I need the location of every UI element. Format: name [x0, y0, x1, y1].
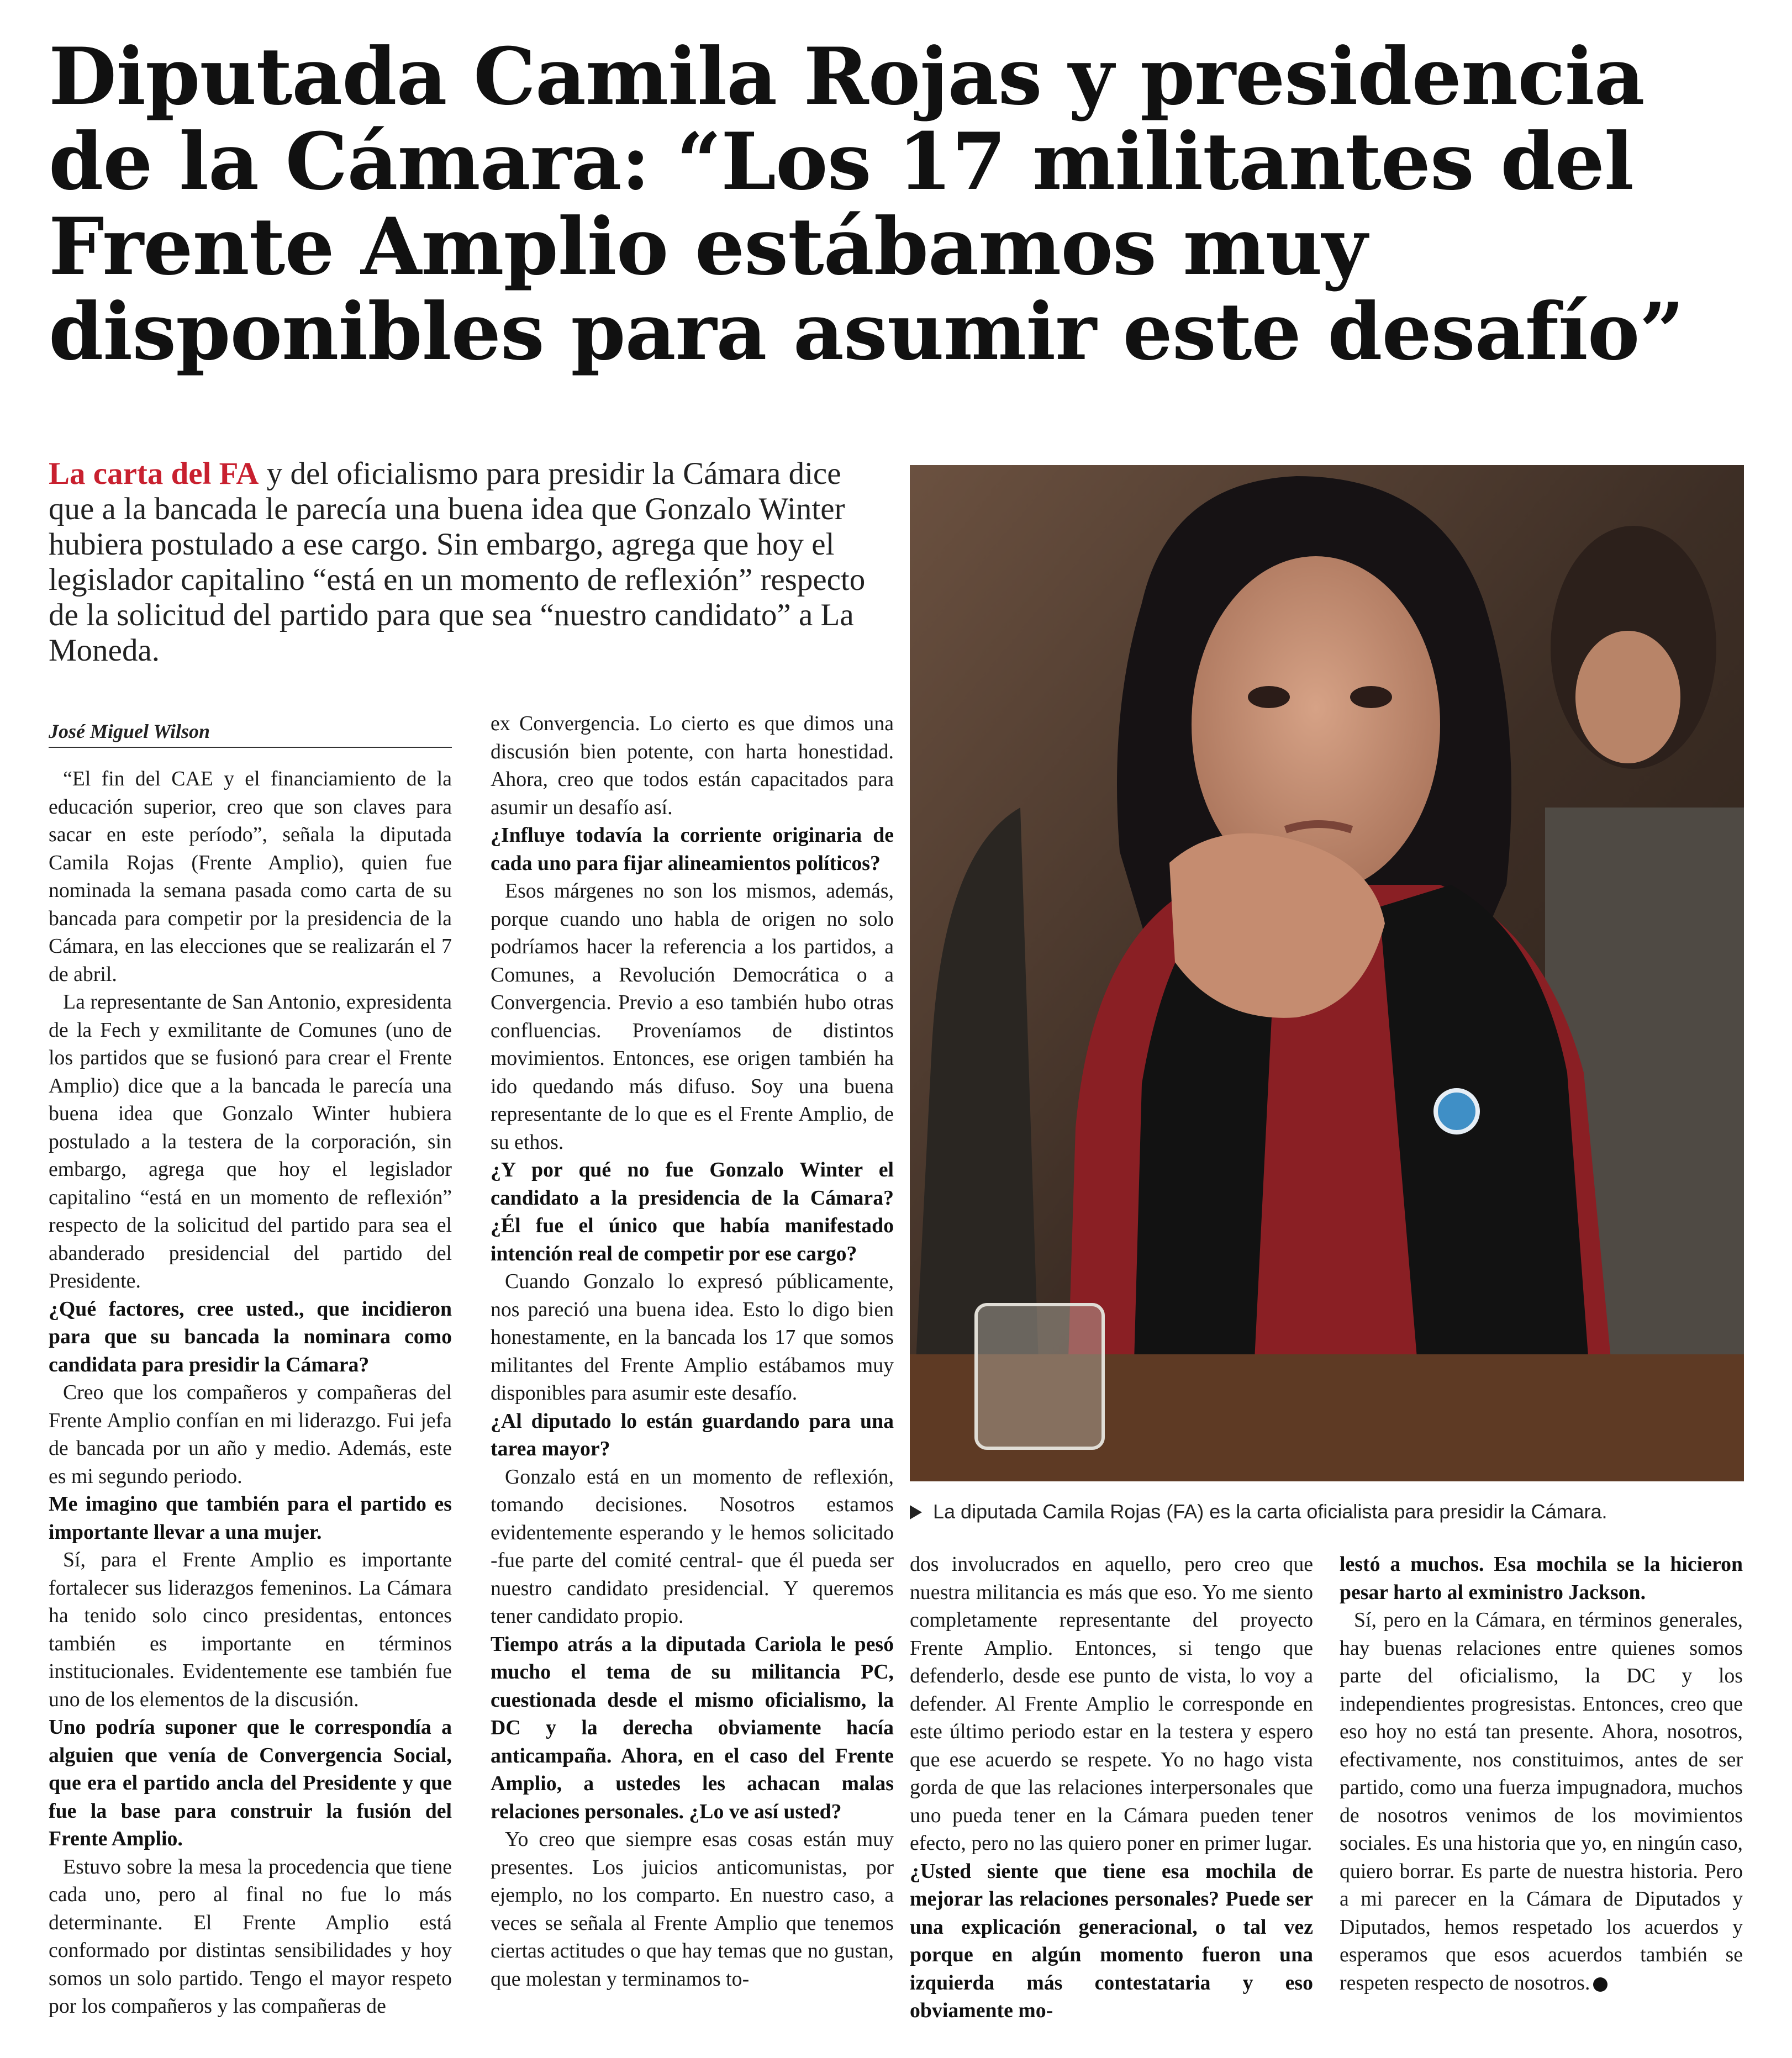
interview-question: lestó a muchos. Esa mochila se la hicieron pesar harto al exministro Jackson. [1340, 1553, 1743, 1604]
article-column-2 [491, 710, 894, 1993]
article-paragraph: Yo creo que siempre esas cosas están muy presentes. Los juicios anticomunistas, por ejemplo, no los comparto. En nuestro caso, a veces se señala al Frente Amplio que tenemos ciertas actitudes o que hay temas que no gustan, que molestan y terminamos to- [491, 1828, 894, 1991]
article-paragraph: ex Convergencia. Lo cierto es que dimos una discusión bien potente, con harta honestidad. Ahora, creo que todos están capacitados para asumir un desafío así. [491, 712, 894, 819]
deck-text: y del oficialismo para presidir la Cámara dice que a la bancada le parecía una buena idea que Gonzalo Winter hubiera postulado a ese cargo. Sin embargo, agrega que hoy el legislador capitalino “está en un momento de reflexión” respecto de la solicitud del partido para que sea “nuestro candidato” a La Moneda. [49, 456, 866, 668]
byline: José Miguel Wilson [49, 718, 452, 748]
article-paragraph: Gonzalo está en un momento de reflexión, tomando decisiones. Nosotros estamos evidentemente esperando y le hemos solicitado -fue parte del comité central- que él pueda ser nuestro candidato presidencial. Y queremos tener candidato propio. [491, 1465, 894, 1628]
deck-kicker: La carta del FA [49, 456, 259, 491]
photo-illustration [910, 465, 1744, 1481]
headline: Diputada Camila Rojas y presidencia de la Cámara: “Los 17 militantes del Frente Amplio estábamos muy disponibles para asumir este desafío” [49, 31, 1684, 378]
photo-caption [910, 1498, 1744, 1526]
article-column-3 [910, 1550, 1313, 2025]
article-column-4 [1340, 1550, 1743, 1997]
article-paragraph: “El fin del CAE y el financiamiento de la educación superior, creo que son claves para sacar en este período”, señala la diputada Camila Rojas (Frente Amplio), quien fue nominada la semana pasada como carta de su bancada para competir por la presidencia de la Cámara, en las elecciones que se realizarán el 7 de abril. [49, 767, 452, 986]
interview-question: ¿Usted siente que tiene esa mochila de mejorar las relaciones personales? Puede ser una explicación generacional, o tal vez porque en algún momento fueron una izquierda más contestataria y eso obviamente mo- [910, 1859, 1313, 2022]
caption-text: La diputada Camila Rojas (FA) es la carta oficialista para presidir la Cámara. [933, 1500, 1607, 1523]
interview-question: ¿Qué factores, cree usted., que incidieron para que su bancada la nominara como candidata para presidir la Cámara? [49, 1297, 452, 1376]
article-paragraph: Esos márgenes no son los mismos, además, porque cuando uno habla de origen no solo podríamos hacer la referencia a los partidos, a Comunes, a Revolución Democrática o a Convergencia. Previo a eso también hubo otras confluencias. Proveníamos de distintos movimientos. Entonces, ese origen también ha ido quedando más difuso. Soy una buena representante de lo que es el Frente Amplio, de su ethos. [491, 879, 894, 1154]
interview-question: ¿Y por qué no fue Gonzalo Winter el candidato a la presidencia de la Cámara? ¿Él fue el único que había manifestado intención real de competir por ese cargo? [491, 1158, 894, 1265]
article-paragraph: dos involucrados en aquello, pero creo que nuestra militancia es más que eso. Yo me siento completamente representante del proyecto Frente Amplio. Entonces, si tengo que defenderlo, desde ese punto de vista, lo voy a defender. Al Frente Amplio le corresponde en este último periodo estar en la testera y espero que ese acuerdo se respete. Yo no hago vista gorda de que las relaciones interpersonales que uno pueda tener en la Cámara pueden tener efecto, pero no las quiero poner en primer lugar. [910, 1553, 1313, 1855]
background-person-face [1575, 631, 1680, 763]
end-mark-icon [1593, 1977, 1607, 1992]
article-column-1 [49, 765, 452, 2020]
interview-question: Tiempo atrás a la diputada Cariola le pesó mucho el tema de su militancia PC, cuestionada desde el mismo oficialismo, la DC y la derecha obviamente hacía anticampaña. Ahora, en el caso del Frente Amplio, a ustedes les achacan malas relaciones personales. ¿Lo ve así usted? [491, 1632, 894, 1823]
article-paragraph: Cuando Gonzalo lo expresó públicamente, nos pareció una buena idea. Esto lo digo bien honestamente, en la bancada los 17 que somos militantes del Frente Amplio estábamos muy disponibles para asumir este desafío. [491, 1270, 894, 1405]
interview-question: Me imagino que también para el partido es importante llevar a una mujer. [49, 1492, 452, 1544]
deck [49, 456, 877, 668]
water-glass [976, 1305, 1103, 1448]
article-paragraph: Creo que los compañeros y compañeras del Frente Amplio confían en mi liderazgo. Fui jefa de bancada por un año y medio. Además, este es mi segundo periodo. [49, 1381, 452, 1488]
article-paragraph: Sí, para el Frente Amplio es importante fortalecer sus liderazgos femeninos. La Cámara ha tenido solo cinco presidentas, entonces también es importante en términos institucionales. Evidentemente ese también fue uno de los elementos de la discusión. [49, 1548, 452, 1711]
article-paragraph: Estuvo sobre la mesa la procedencia que tiene cada uno, pero al final no fue lo más determinante. El Frente Amplio está conformado por distintas sensibilidades y hoy somos un solo partido. Tengo el mayor respeto por los compañeros y las compañeras de [49, 1855, 452, 2018]
interview-question: ¿Al diputado lo están guardando para una tarea mayor? [491, 1409, 894, 1460]
eye-left [1248, 686, 1290, 708]
interview-question: ¿Influye todavía la corriente originaria de cada uno para fijar alineamientos políticos? [491, 824, 894, 875]
article-paragraph: Sí, pero en la Cámara, en términos generales, hay buenas relaciones entre quienes somos parte del oficialismo, la DC y los independientes progresistas. Entonces, creo que eso hoy no está tan presente. Ahora, nosotros, efectivamente, nos constituimos, antes de ser partido, como una fuerza impugnadora, muchos de nosotros venimos de los movimientos sociales. Es una historia que yo, en ningún caso, quiero borrar. Es parte de nuestra historia. Pero a mi parecer en la Cámara de Diputados y Diputados, hemos respetado los acuerdos y esperamos que esos acuerdos también se respeten respecto de nosotros. [1340, 1608, 1743, 1994]
pin-badge [1436, 1090, 1478, 1132]
interview-question: Uno podría suponer que le correspondía a alguien que venía de Convergencia Social, que era el partido ancla del Presidente y que fue la base para construir la fusión del Frente Amplio. [49, 1716, 452, 1850]
article-paragraph: La representante de San Antonio, expresidenta de la Fech y exmilitante de Comunes (uno de los partidos que se fusionó para crear el Frente Amplio) dice que a la bancada le parecía una buena idea que Gonzalo Winter hubiera postulado a la testera de la corporación, sin embargo, agrega que hoy el legislador capitalino “está en un momento de reflexión” respecto de la solicitud del partido para sea el abanderado presidencial del partido del Presidente. [49, 990, 452, 1292]
article-photo [910, 465, 1744, 1481]
eye-right [1350, 686, 1392, 708]
caption-triangle-icon [910, 1505, 922, 1519]
